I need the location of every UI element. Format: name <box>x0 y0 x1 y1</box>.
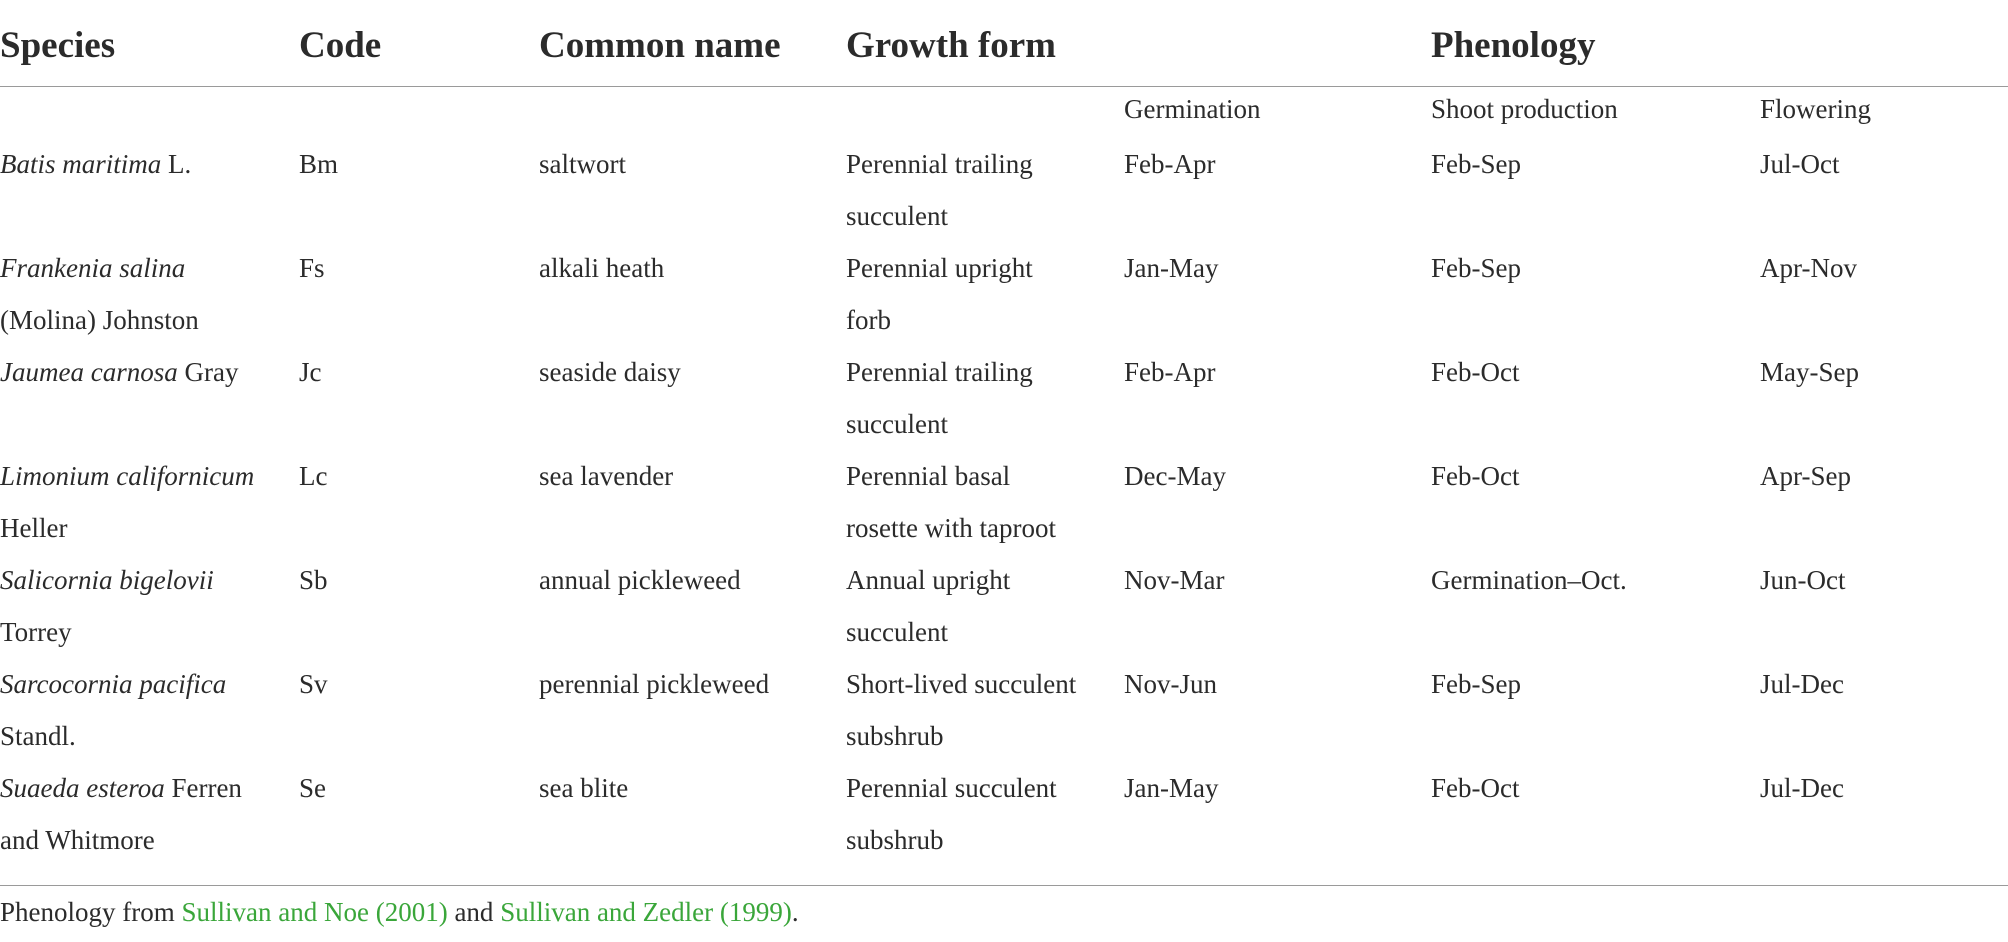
growth-form-line: Perennial trailing <box>846 357 1033 387</box>
growth-form-line: Annual upright <box>846 565 1011 595</box>
growth-form-line: Perennial succulent <box>846 773 1057 803</box>
cell-species <box>0 138 191 190</box>
species-scientific-name: Frankenia salina <box>0 253 186 283</box>
header-rule <box>0 86 2008 87</box>
species-scientific-name: Jaumea carnosa <box>0 357 178 387</box>
cell-germination: Nov-Mar <box>1124 565 1225 595</box>
cell-shoot-production: Feb-Sep <box>1431 253 1521 283</box>
citation-link-sullivan-zedler[interactable]: Sullivan and Zedler (1999) <box>500 897 792 927</box>
cell-shoot-production: Feb-Oct <box>1431 461 1520 491</box>
cell-common-name: annual pickleweed <box>539 565 741 595</box>
cell-flowering: Jul-Dec <box>1760 669 1844 699</box>
growth-form-line: succulent <box>846 617 948 647</box>
species-line <box>0 346 238 398</box>
species-authority-line: Heller <box>0 513 68 543</box>
cell-germination: Feb-Apr <box>1124 149 1216 179</box>
cell-code: Se <box>299 773 326 803</box>
cell-code: Sv <box>299 669 328 699</box>
growth-form-line: rosette with taproot <box>846 513 1056 543</box>
table-row <box>0 554 2008 658</box>
footnote-middle: and <box>447 897 501 927</box>
cell-common-name: seaside daisy <box>539 357 681 387</box>
cell-growth-form <box>846 658 1076 762</box>
cell-flowering: Jul-Dec <box>1760 773 1844 803</box>
cell-species <box>0 242 199 346</box>
growth-form-line: Short-lived succulent <box>846 669 1077 699</box>
species-authority: L. <box>161 149 192 179</box>
cell-species <box>0 346 238 398</box>
table-header <box>0 18 2008 78</box>
cell-shoot-production: Feb-Oct <box>1431 773 1520 803</box>
cell-code: Lc <box>299 461 328 491</box>
cell-species <box>0 554 214 658</box>
subheader-shoot-production: Shoot production <box>1431 94 1618 124</box>
species-scientific-name: Sarcocornia pacifica <box>0 669 227 699</box>
growth-form-line: forb <box>846 305 891 335</box>
cell-growth-form <box>846 450 1056 554</box>
cell-species <box>0 450 254 554</box>
species-authority: Gray <box>177 357 239 387</box>
cell-common-name: perennial pickleweed <box>539 669 770 699</box>
cell-germination: Dec-May <box>1124 461 1226 491</box>
cell-common-name: saltwort <box>539 149 626 179</box>
table-row <box>0 346 2008 450</box>
species-authority-line: Standl. <box>0 721 76 751</box>
species-scientific-name: Limonium californicum <box>0 461 255 491</box>
cell-common-name: sea blite <box>539 773 629 803</box>
cell-growth-form <box>846 242 1033 346</box>
header-phenology: Phenology <box>1431 25 1596 66</box>
cell-flowering: Apr-Sep <box>1760 461 1851 491</box>
species-line <box>0 762 242 814</box>
growth-form-line: succulent <box>846 201 948 231</box>
cell-shoot-production: Feb-Sep <box>1431 669 1521 699</box>
species-authority-line: and Whitmore <box>0 825 155 855</box>
cell-code: Fs <box>299 253 325 283</box>
header-code: Code <box>299 25 382 66</box>
cell-code: Sb <box>299 565 328 595</box>
table-row <box>0 450 2008 554</box>
table-row <box>0 242 2008 346</box>
cell-flowering: Jul-Oct <box>1760 149 1840 179</box>
cell-shoot-production: Feb-Oct <box>1431 357 1520 387</box>
table-footnote <box>0 897 799 928</box>
growth-form-line: Perennial basal <box>846 461 1011 491</box>
table-row <box>0 762 2008 866</box>
species-scientific-name: Suaeda esteroa <box>0 773 165 803</box>
subheader-flowering: Flowering <box>1760 94 1871 124</box>
footnote-prefix: Phenology from <box>0 897 182 927</box>
citation-link-sullivan-noe[interactable]: Sullivan and Noe (2001) <box>181 897 448 927</box>
cell-species <box>0 658 226 762</box>
cell-growth-form <box>846 138 1033 242</box>
species-line <box>0 450 254 502</box>
cell-flowering: Apr-Nov <box>1760 253 1857 283</box>
species-scientific-name: Batis maritima <box>0 149 162 179</box>
table-row <box>0 658 2008 762</box>
cell-germination: Nov-Jun <box>1124 669 1217 699</box>
cell-shoot-production: Germination–Oct. <box>1431 565 1627 595</box>
growth-form-line: subshrub <box>846 721 944 751</box>
species-line <box>0 658 226 710</box>
cell-code: Bm <box>299 149 339 179</box>
growth-form-line: Perennial trailing <box>846 149 1033 179</box>
cell-species <box>0 762 242 866</box>
cell-germination: Jan-May <box>1124 253 1219 283</box>
growth-form-line: Perennial upright <box>846 253 1033 283</box>
footnote-suffix: . <box>791 897 799 927</box>
species-line <box>0 554 214 606</box>
species-line <box>0 138 191 190</box>
header-common-name: Common name <box>539 25 781 66</box>
footer-rule <box>0 885 2008 886</box>
cell-growth-form <box>846 762 1057 866</box>
cell-growth-form <box>846 554 1010 658</box>
subheader-germination: Germination <box>1124 94 1261 124</box>
header-growth-form: Growth form <box>846 25 1056 66</box>
cell-germination: Feb-Apr <box>1124 357 1216 387</box>
species-scientific-name: Salicornia bigelovii <box>0 565 214 595</box>
cell-common-name: alkali heath <box>539 253 665 283</box>
cell-common-name: sea lavender <box>539 461 674 491</box>
cell-code: Jc <box>299 357 322 387</box>
cell-flowering: Jun-Oct <box>1760 565 1846 595</box>
growth-form-line: succulent <box>846 409 948 439</box>
header-species: Species <box>0 25 116 66</box>
cell-germination: Jan-May <box>1124 773 1219 803</box>
species-authority: Ferren <box>164 773 242 803</box>
cell-shoot-production: Feb-Sep <box>1431 149 1521 179</box>
species-line <box>0 242 199 294</box>
species-authority-line: (Molina) Johnston <box>0 305 199 335</box>
table-row <box>0 138 2008 242</box>
growth-form-line: subshrub <box>846 825 944 855</box>
species-authority-line: Torrey <box>0 617 72 647</box>
cell-flowering: May-Sep <box>1760 357 1859 387</box>
cell-growth-form <box>846 346 1033 450</box>
